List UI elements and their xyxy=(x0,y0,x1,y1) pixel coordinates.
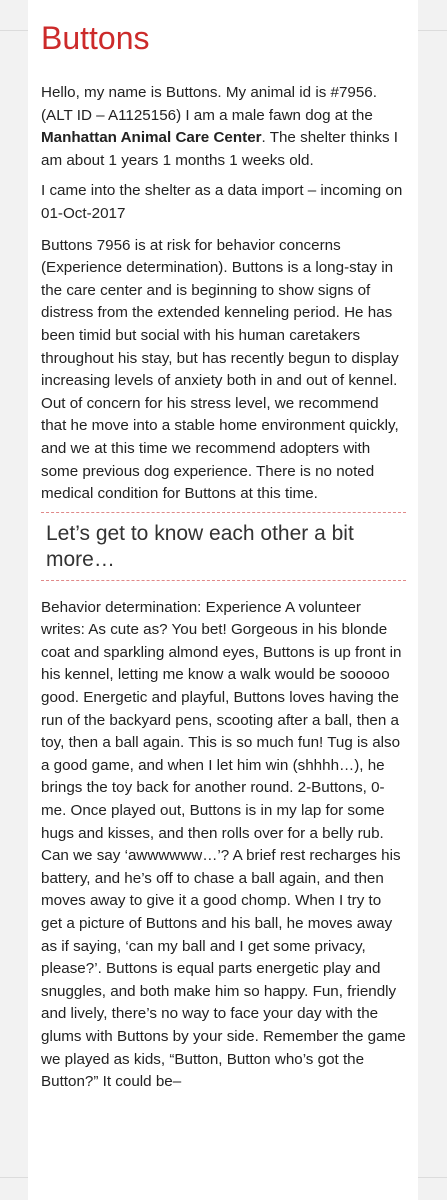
behavior-summary-paragraph: Buttons 7956 is at risk for behavior concerns (Experience determination). Buttons is a long-stay in the care center and is beginning to show signs of distress from the extended kenneling period. He has been timid but social with his human caretakers throughout his stay, but has recently begun to display increasing levels of anxiety both in and out of kennel. Out of concern for his stress level, we recommend that he move into a stable home environment quickly, and we at this time we recommend adopters with some previous dog experience. There is no noted medical condition for Buttons at this time. xyxy=(41,236,399,503)
care-center-name: Manhattan Animal Care Center xyxy=(41,129,262,147)
section-divider-top xyxy=(41,512,406,513)
volunteer-notes-paragraph: Behavior determination: Experience A volunteer writes: As cute as? You bet! Gorgeous in his blonde coat and sparkling almond eyes, Buttons is up front in his kennel, letting me know a walk would be sooooo good. Energetic and playful, Buttons loves having the run of the backyard pens, scooting after a ball, then a toy, then a ball again. This is so much fun! Tug is also a good game, and when I let him win (shhhh…), he brings the toy back for another round. 2-Buttons, 0-me. Once played out, Buttons is in my lap for some hugs and kisses, and then rolls over for a belly rub. Can we say ‘awwwwww…’? A brief rest recharges his battery, and he’s off to chase a ball again, and then moves away to give it a good chomp. When I try to get a picture of Buttons and his ball, he moves away as if saying, ‘can my ball and I get some privacy, please?’. Buttons is equal parts energetic play and snuggles, and both make him so happy. Fun, friendly and lively, there’s no way to face your day with the glums with Buttons by your side. Remember the game we played as kids, “Button, Button who’s got the Button?” It could be– xyxy=(41,598,406,1091)
intro-text-before: Hello, my name is Buttons. My animal id is #7956. (ALT ID – A1125156) I am a male fawn dog at the xyxy=(41,84,377,124)
section-heading: Let’s get to know each other a bit more… xyxy=(46,521,354,571)
intro-paragraph xyxy=(41,82,406,172)
pet-name-title: Buttons xyxy=(41,20,150,56)
adoption-profile-card xyxy=(28,0,418,1200)
section-divider-bottom xyxy=(41,580,406,581)
intake-paragraph: I came into the shelter as a data import – incoming on 01-Oct-2017 xyxy=(41,182,403,222)
intro-text-after: . The shelter thinks I am about 1 years 1 months 1 weeks old. xyxy=(41,129,399,169)
